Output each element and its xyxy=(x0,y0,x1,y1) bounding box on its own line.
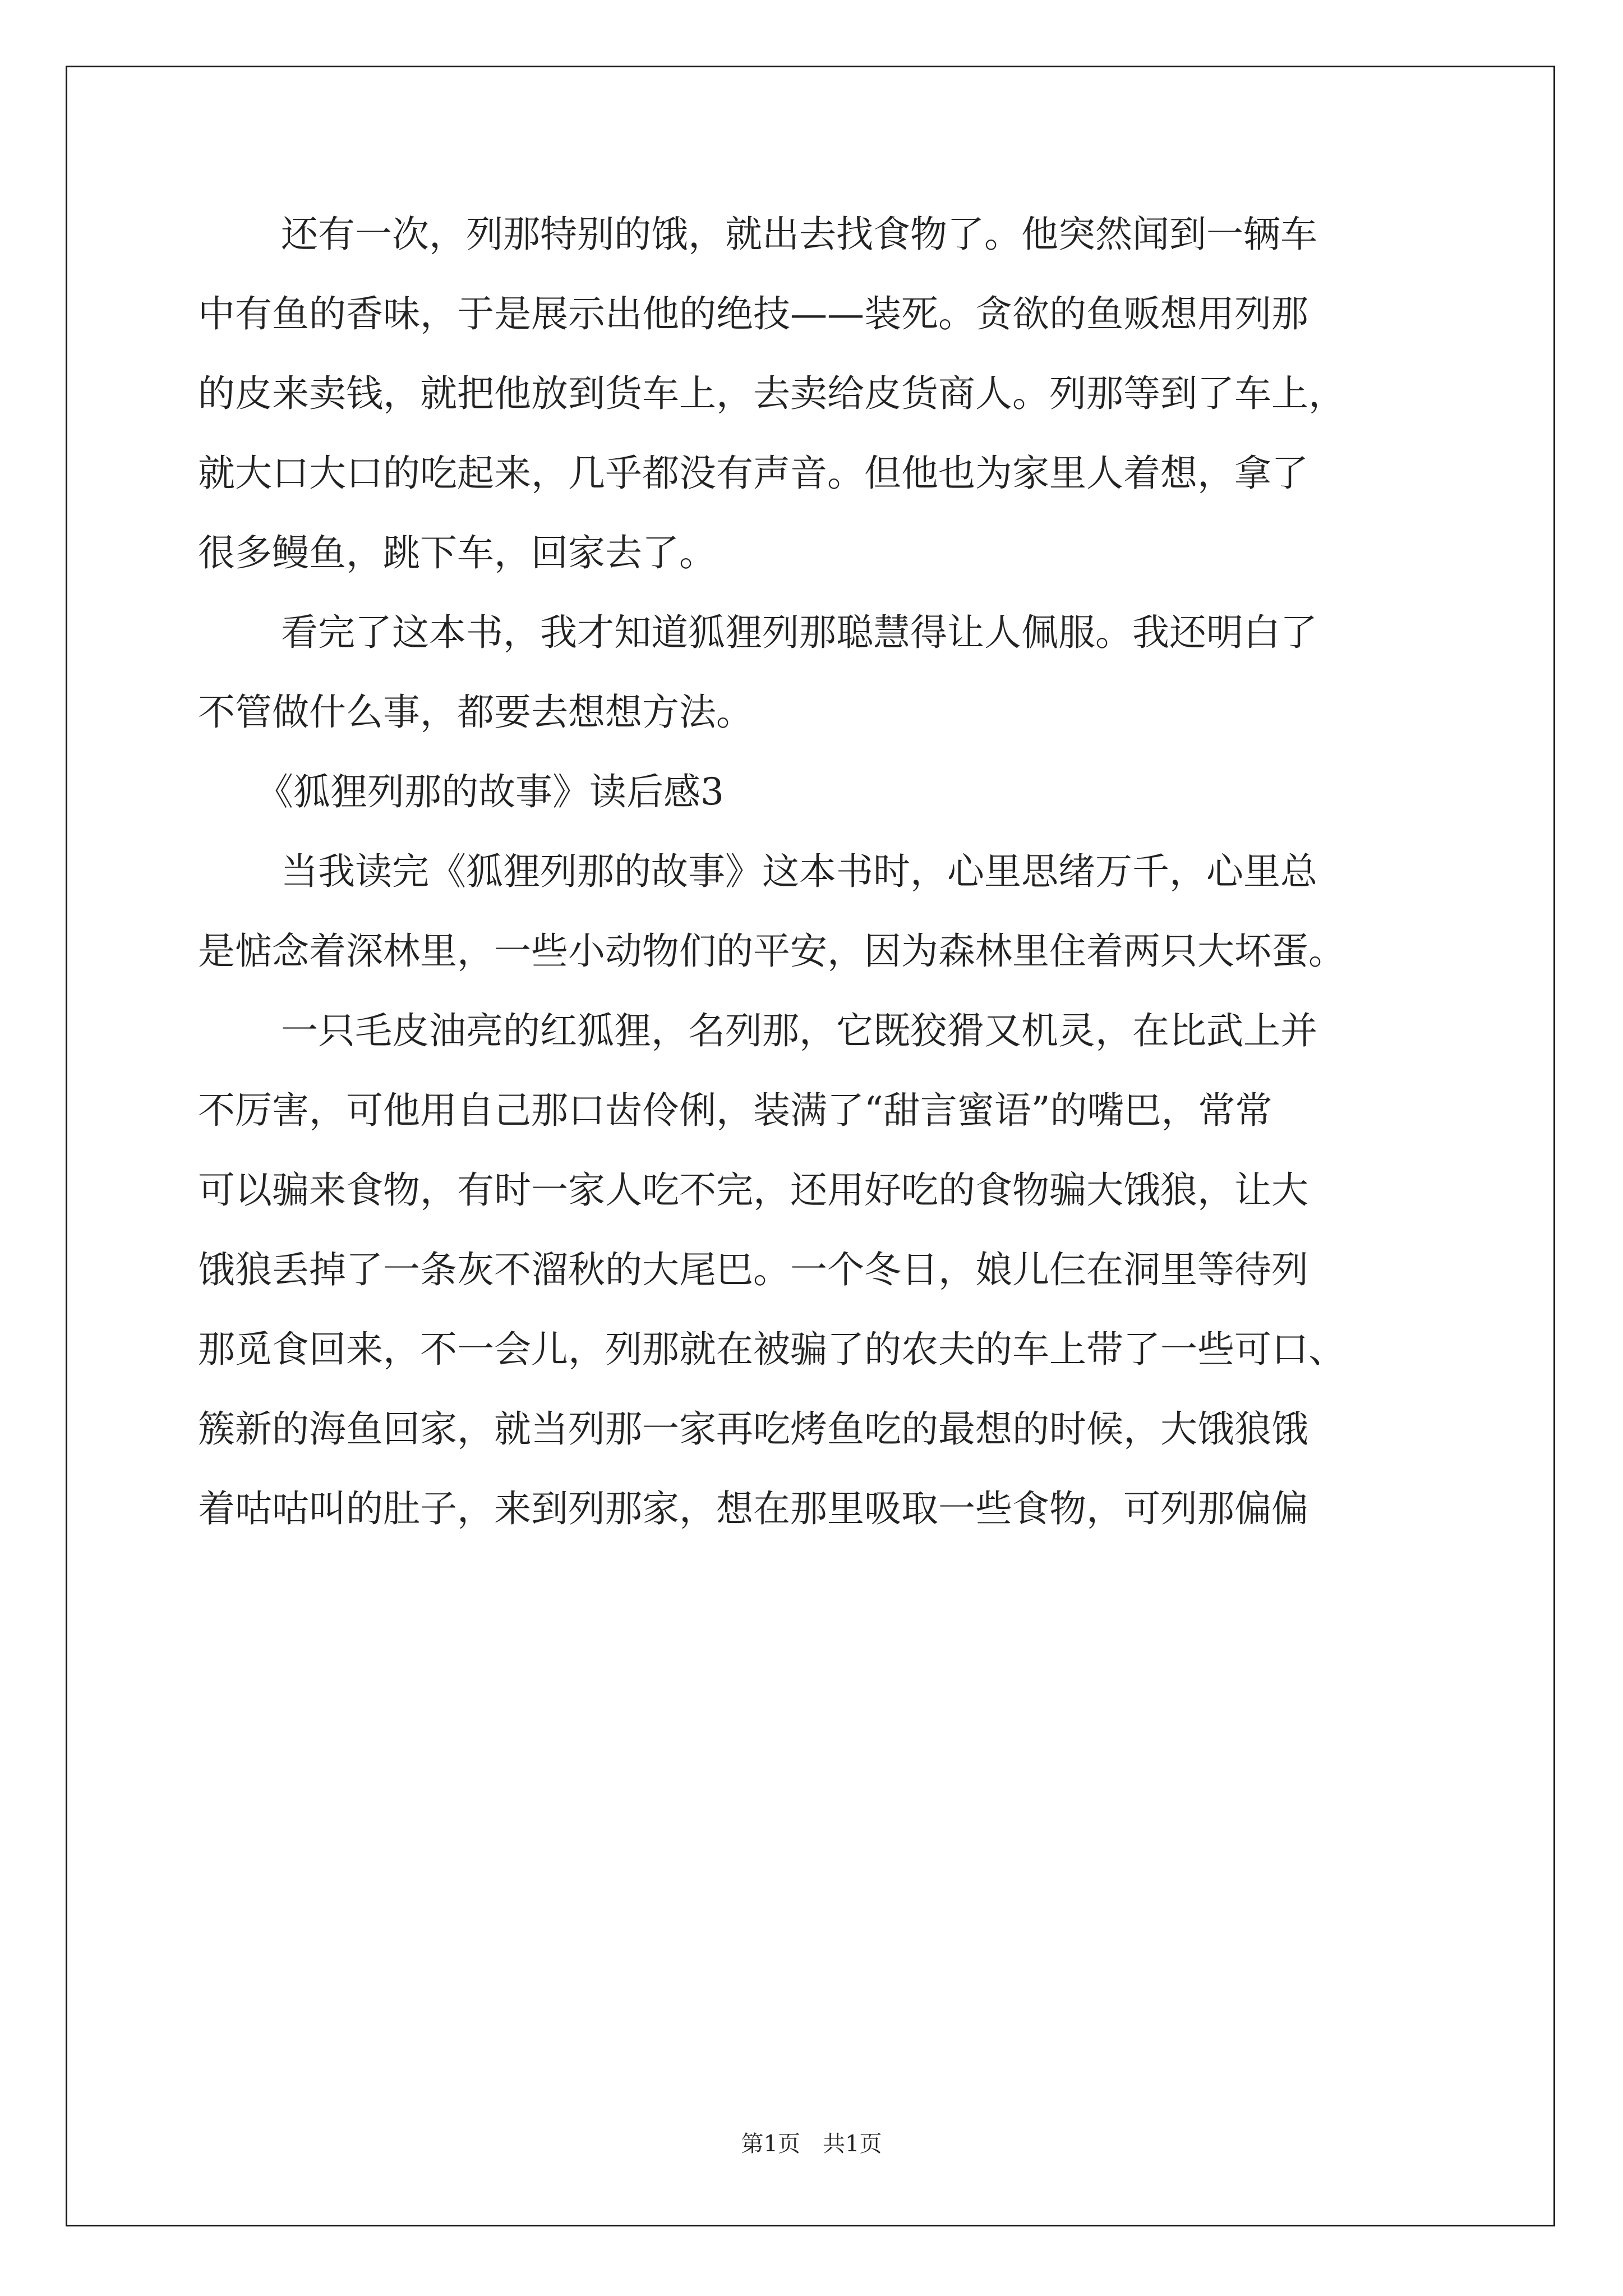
paragraph-line: 簇新的海鱼回家，就当列那一家再吃烤鱼吃的最想的时候，大饿狼饿 xyxy=(198,1407,1308,1451)
paragraph-line: 很多鳗鱼，跳下车，回家去了。 xyxy=(198,531,716,574)
page-number-footer: 第1页 共1页 xyxy=(741,2131,882,2157)
paragraph-line: 着咕咕叫的肚子，来到列那家，想在那里吸取一些食物，可列那偏偏 xyxy=(198,1487,1308,1530)
paragraph-line: 不厉害，可他用自己那口齿伶俐，装满了“甜言蜜语”的嘴巴，常常 xyxy=(198,1089,1272,1132)
paragraph-line: 那觅食回来，不一会儿，列那就在被骗了的农夫的车上带了一些可口、 xyxy=(198,1328,1345,1371)
paragraph-line: 是惦念着深林里，一些小动物们的平安，因为森林里住着两只大坏蛋。 xyxy=(198,930,1345,973)
paragraph-line: 的皮来卖钱，就把他放到货车上，去卖给皮货商人。列那等到了车上， xyxy=(198,372,1345,415)
paragraph-line: 就大口大口的吃起来，几乎都没有声音。但他也为家里人着想，拿了 xyxy=(198,452,1308,495)
paragraph-line: 当我读完《狐狸列那的故事》这本书时，心里思绪万千，心里总 xyxy=(281,850,1317,893)
paragraph-line: 不管做什么事，都要去想想方法。 xyxy=(198,691,753,734)
paragraph-line: 饿狼丢掉了一条灰不溜秋的大尾巴。一个冬日，娘儿仨在洞里等待列 xyxy=(198,1248,1308,1291)
section-title: 《狐狸列那的故事》读后感3 xyxy=(256,770,724,813)
paragraph-line: 一只毛皮油亮的红狐狸，名列那，它既狡猾又机灵，在比武上并 xyxy=(281,1009,1317,1052)
paragraph-line: 还有一次，列那特别的饿，就出去找食物了。他突然闻到一辆车 xyxy=(281,213,1317,256)
paragraph-line: 可以骗来食物，有时一家人吃不完，还用好吃的食物骗大饿狼，让大 xyxy=(198,1168,1308,1212)
paragraph-line: 中有鱼的香味，于是展示出他的绝技——装死。贪欲的鱼贩想用列那 xyxy=(198,292,1308,335)
paragraph-line: 看完了这本书，我才知道狐狸列那聪慧得让人佩服。我还明白了 xyxy=(281,611,1317,654)
document-body xyxy=(198,213,1437,1570)
